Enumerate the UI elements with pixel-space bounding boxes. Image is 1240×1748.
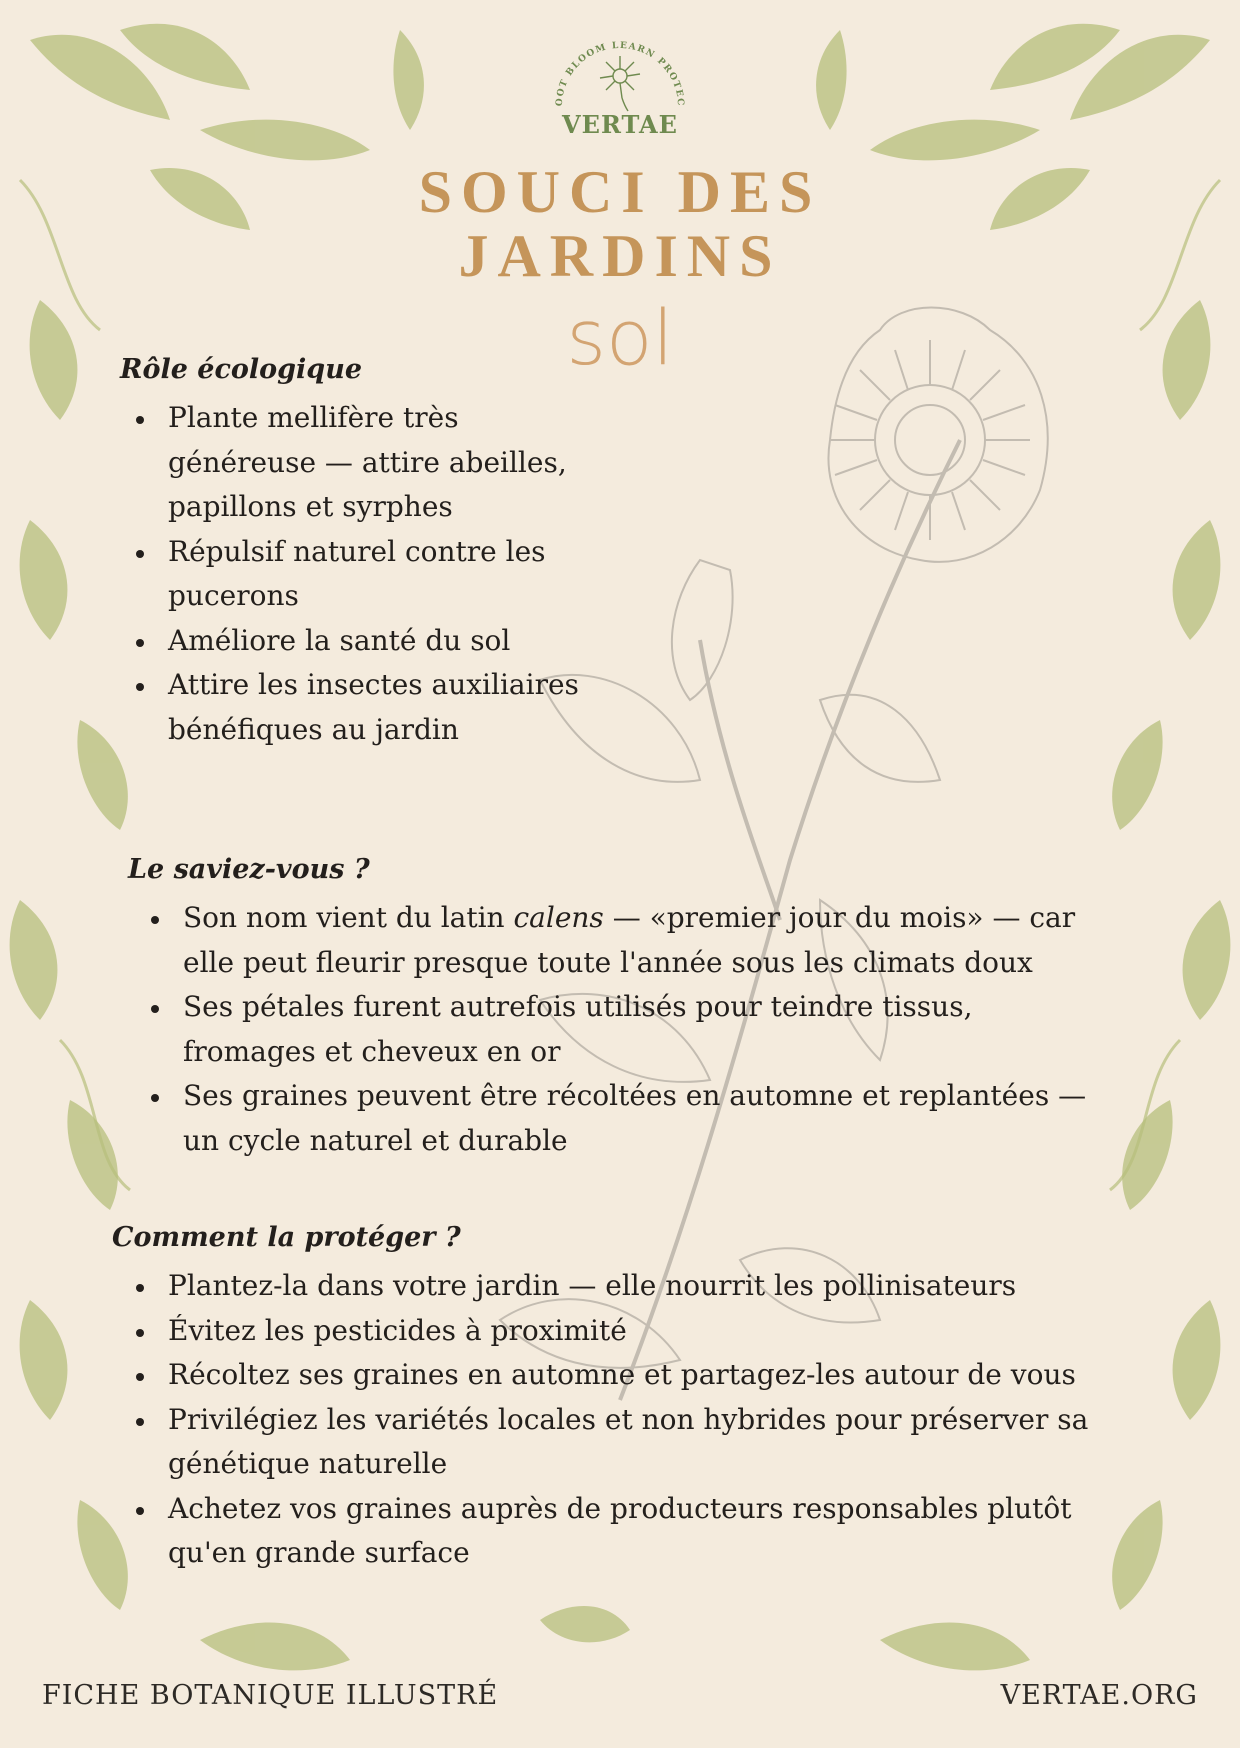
list-item: Améliore la santé du sol (128, 619, 598, 664)
section-heading-proteger: Comment la protéger ? (112, 1222, 461, 1253)
list-item: Évitez les pesticides à proximité (128, 1309, 1118, 1354)
list-item: Ses pétales furent autrefois utilisés pour teindre tissus, fromages et cheveux en or (143, 985, 1103, 1074)
brand-name: VERTAE (562, 110, 678, 139)
list-item: Attire les insectes auxiliaires bénéfiques au jardin (128, 663, 598, 752)
svg-text:ROOT BLOOM LEARN PROTECT (540, 18, 685, 107)
brand-tagline: OOT BLOOM LEARN PROTEC (554, 40, 686, 108)
section-heading-role: Rôle écologique (120, 354, 362, 385)
proteger-list (128, 1264, 1118, 1576)
role-list (128, 396, 598, 752)
list-item: Plantez-la dans votre jardin — elle nourrit les pollinisateurs (128, 1264, 1118, 1309)
page-subtitle: sol (566, 293, 674, 382)
list-item: Répulsif naturel contre les pucerons (128, 530, 598, 619)
list-item: Achetez vos graines auprès de producteurs responsables plutôt qu'en grande surface (128, 1487, 1118, 1576)
section-heading-saviez: Le saviez-vous ? (128, 854, 370, 885)
list-item: Récoltez ses graines en automne et partagez-les autour de vous (128, 1353, 1118, 1398)
latin-term: calens (513, 901, 604, 934)
flower-logo-icon (540, 18, 700, 113)
page-title: SOUCI DES JARDINS (418, 159, 822, 289)
saviez-list (143, 896, 1103, 1163)
list-item: Ses graines peuvent être récoltées en automne et replantées — un cycle naturel et durable (143, 1074, 1103, 1163)
list-item: Plante mellifère très généreuse — attire abeilles, papillons et syrphes (128, 396, 598, 530)
footer-website-link[interactable]: VERTAE.ORG (1000, 1680, 1198, 1711)
footer-label: FICHE BOTANIQUE ILLUSTRÉ (42, 1680, 499, 1711)
list-item: Privilégiez les variétés locales et non hybrides pour préserver sa génétique naturelle (128, 1398, 1118, 1487)
list-item: Son nom vient du latin calens — «premier jour du mois» — car elle peut fleurir presque toute l'année sous les climats doux (143, 896, 1103, 985)
brand-logo (540, 18, 700, 148)
